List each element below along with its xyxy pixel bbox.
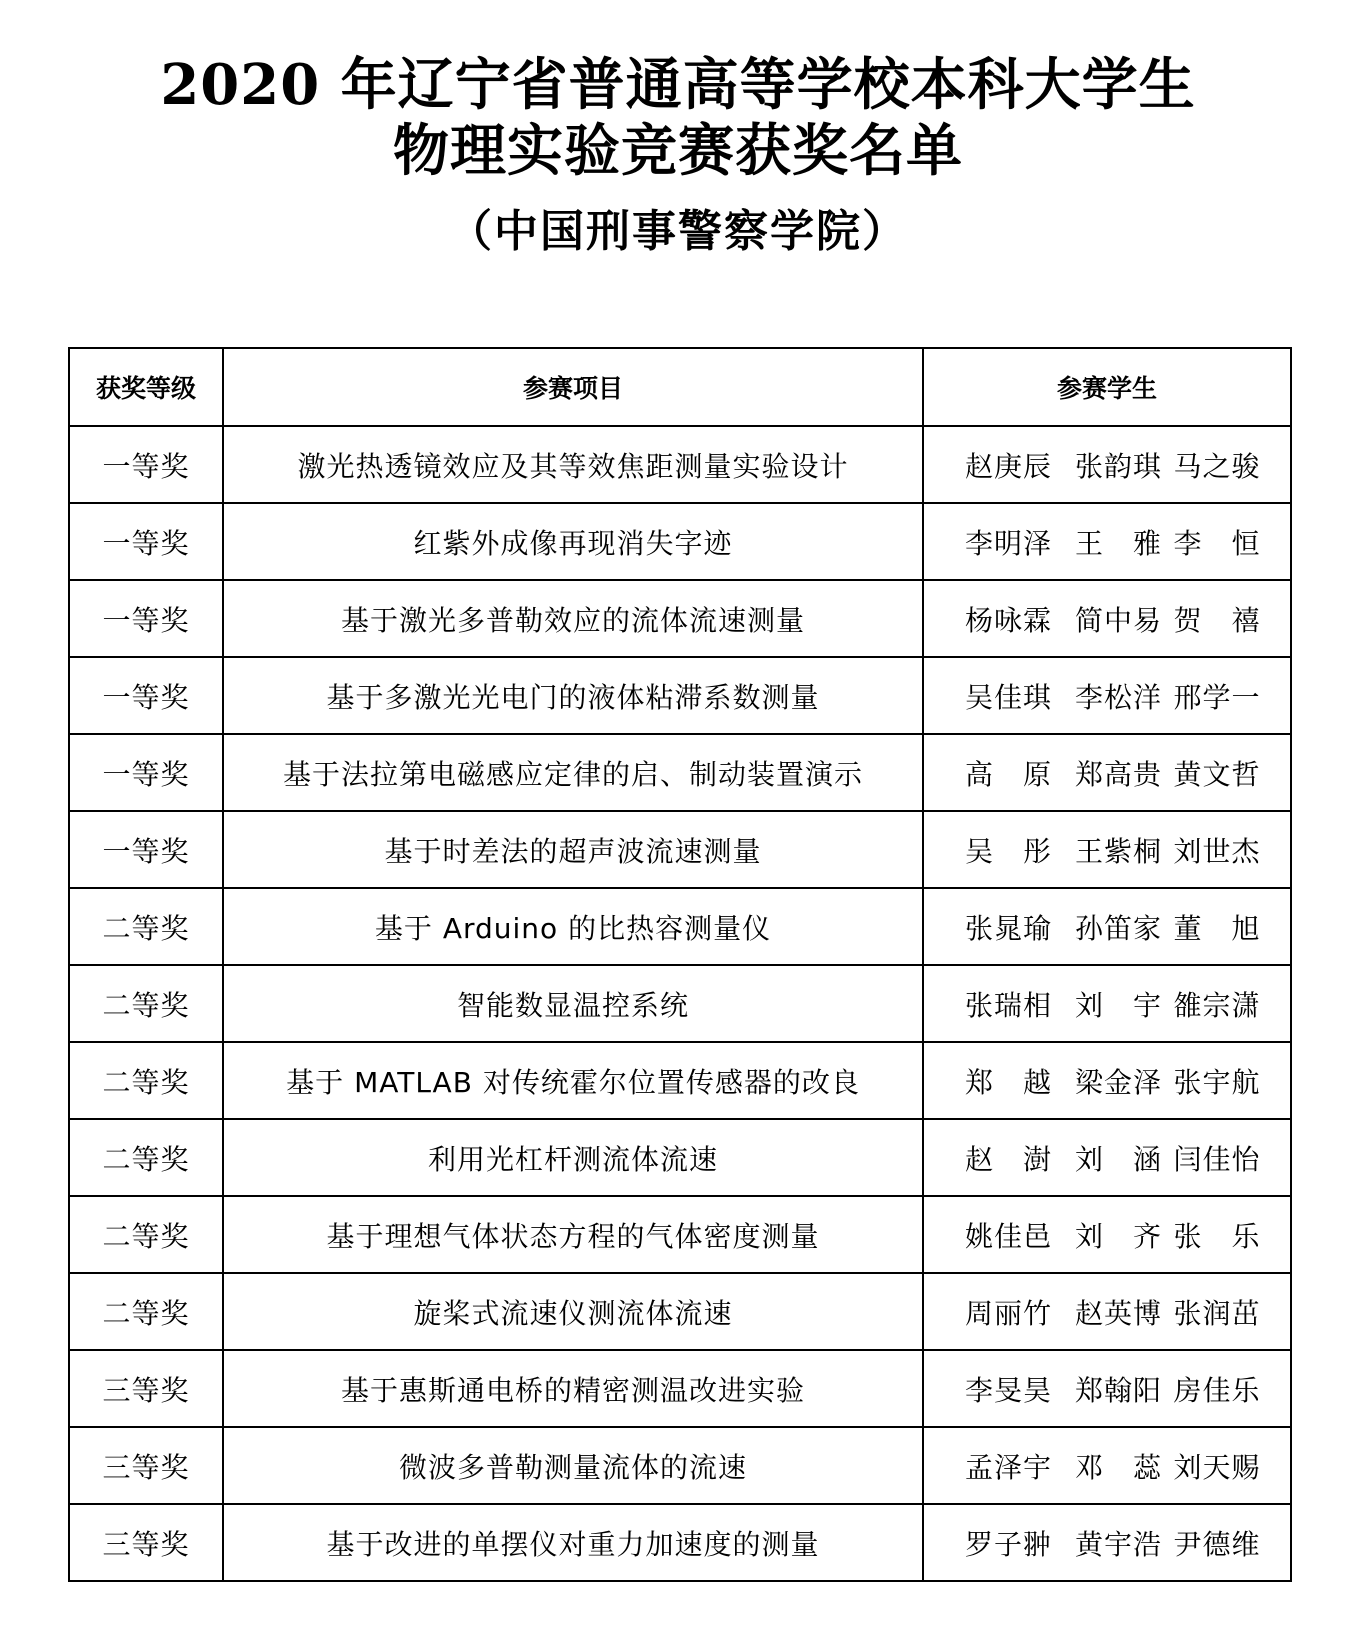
award-level-cell: 二等奖 xyxy=(69,1196,223,1273)
award-level-cell: 三等奖 xyxy=(69,1504,223,1581)
award-level-cell: 三等奖 xyxy=(69,1350,223,1427)
student-name: 刘世杰 xyxy=(1173,834,1261,868)
students-cell xyxy=(923,580,1291,657)
table-row xyxy=(69,503,1291,580)
project-cell: 激光热透镜效应及其等效焦距测量实验设计 xyxy=(223,426,923,503)
student-name: 孟泽宇 xyxy=(964,1450,1052,1484)
student-name: 邢学一 xyxy=(1173,680,1261,714)
student-name: 董 旭 xyxy=(1173,911,1261,945)
table-row xyxy=(69,1427,1291,1504)
student-name: 刘 齐 xyxy=(1074,1219,1162,1253)
page-title-line-2: 物理实验竞赛获奖名单 xyxy=(393,118,963,184)
project-cell: 基于改进的单摆仪对重力加速度的测量 xyxy=(223,1504,923,1581)
students-cell xyxy=(923,1350,1291,1427)
award-level-cell: 一等奖 xyxy=(69,657,223,734)
table-row xyxy=(69,965,1291,1042)
project-cell: 微波多普勒测量流体的流速 xyxy=(223,1427,923,1504)
table-row xyxy=(69,1196,1291,1273)
student-name: 刘 宇 xyxy=(1074,988,1162,1022)
award-level-cell: 二等奖 xyxy=(69,888,223,965)
table-body xyxy=(69,426,1291,1581)
table-row xyxy=(69,1350,1291,1427)
table-row xyxy=(69,811,1291,888)
student-name: 张宇航 xyxy=(1173,1065,1261,1099)
page-title-line-1: 2020 年辽宁省普通高等学校本科大学生 xyxy=(160,52,1196,118)
student-name: 雒宗潇 xyxy=(1173,988,1261,1022)
student-name: 郑高贵 xyxy=(1074,757,1162,791)
award-level-cell: 一等奖 xyxy=(69,811,223,888)
students-cell xyxy=(923,734,1291,811)
student-name: 梁金泽 xyxy=(1074,1065,1162,1099)
project-cell: 基于多激光光电门的液体粘滞系数测量 xyxy=(223,657,923,734)
student-name: 姚佳邑 xyxy=(964,1219,1052,1253)
project-cell: 基于 MATLAB 对传统霍尔位置传感器的改良 xyxy=(223,1042,923,1119)
student-name: 张润茁 xyxy=(1173,1296,1261,1330)
page-subtitle: （中国刑事警察学院） xyxy=(448,206,908,257)
student-name: 黄文哲 xyxy=(1173,757,1261,791)
project-cell: 基于时差法的超声波流速测量 xyxy=(223,811,923,888)
award-level-cell: 一等奖 xyxy=(69,426,223,503)
student-name: 孙笛家 xyxy=(1074,911,1162,945)
student-name: 邓 蕊 xyxy=(1074,1450,1162,1484)
table-row xyxy=(69,734,1291,811)
award-level-cell: 三等奖 xyxy=(69,1427,223,1504)
student-name: 张晁瑜 xyxy=(964,911,1052,945)
students-cell xyxy=(923,426,1291,503)
project-cell: 智能数显温控系统 xyxy=(223,965,923,1042)
students-cell xyxy=(923,1427,1291,1504)
student-name: 李明泽 xyxy=(964,526,1052,560)
student-name: 王紫桐 xyxy=(1074,834,1162,868)
student-name: 简中易 xyxy=(1074,603,1162,637)
student-name: 黄宇浩 xyxy=(1074,1527,1162,1561)
student-name: 赵庚辰 xyxy=(964,449,1052,483)
students-cell xyxy=(923,965,1291,1042)
students-cell xyxy=(923,657,1291,734)
students-cell xyxy=(923,1504,1291,1581)
table-row xyxy=(69,1504,1291,1581)
header-project: 参赛项目 xyxy=(223,348,923,426)
student-name: 高 原 xyxy=(964,757,1052,791)
student-name: 郑 越 xyxy=(964,1065,1052,1099)
student-name: 贺 禧 xyxy=(1173,603,1261,637)
award-level-cell: 一等奖 xyxy=(69,580,223,657)
student-name: 张瑞相 xyxy=(964,988,1052,1022)
students-cell xyxy=(923,1042,1291,1119)
table-row xyxy=(69,657,1291,734)
table-row xyxy=(69,1042,1291,1119)
table-row xyxy=(69,580,1291,657)
student-name: 郑翰阳 xyxy=(1074,1373,1162,1407)
award-level-cell: 二等奖 xyxy=(69,1273,223,1350)
project-cell: 基于惠斯通电桥的精密测温改进实验 xyxy=(223,1350,923,1427)
project-cell: 基于 Arduino 的比热容测量仪 xyxy=(223,888,923,965)
student-name: 尹德维 xyxy=(1173,1527,1261,1561)
title-block xyxy=(0,52,1356,258)
student-name: 王 雅 xyxy=(1074,526,1162,560)
table-row xyxy=(69,426,1291,503)
student-name: 张韵琪 xyxy=(1074,449,1162,483)
student-name: 闫佳怡 xyxy=(1173,1142,1261,1176)
table-row xyxy=(69,1119,1291,1196)
student-name: 刘 涵 xyxy=(1074,1142,1162,1176)
student-name: 赵英博 xyxy=(1074,1296,1162,1330)
student-name: 罗子翀 xyxy=(964,1527,1052,1561)
project-cell: 基于理想气体状态方程的气体密度测量 xyxy=(223,1196,923,1273)
project-cell: 利用光杠杆测流体流速 xyxy=(223,1119,923,1196)
student-name: 房佳乐 xyxy=(1173,1373,1261,1407)
students-cell xyxy=(923,1119,1291,1196)
project-cell: 基于法拉第电磁感应定律的启、制动装置演示 xyxy=(223,734,923,811)
table-header-row xyxy=(69,348,1291,426)
table-row xyxy=(69,888,1291,965)
award-level-cell: 二等奖 xyxy=(69,1042,223,1119)
award-level-cell: 一等奖 xyxy=(69,503,223,580)
students-cell xyxy=(923,503,1291,580)
student-name: 李松洋 xyxy=(1074,680,1162,714)
student-name: 杨咏霖 xyxy=(964,603,1052,637)
student-name: 马之骏 xyxy=(1173,449,1261,483)
student-name: 周丽竹 xyxy=(964,1296,1052,1330)
header-students: 参赛学生 xyxy=(923,348,1291,426)
student-name: 吴 彤 xyxy=(964,834,1052,868)
table-row xyxy=(69,1273,1291,1350)
project-cell: 旋桨式流速仪测流体流速 xyxy=(223,1273,923,1350)
award-level-cell: 二等奖 xyxy=(69,1119,223,1196)
project-cell: 基于激光多普勒效应的流体流速测量 xyxy=(223,580,923,657)
students-cell xyxy=(923,1196,1291,1273)
students-cell xyxy=(923,811,1291,888)
header-award-level: 获奖等级 xyxy=(69,348,223,426)
student-name: 张 乐 xyxy=(1173,1219,1261,1253)
award-level-cell: 二等奖 xyxy=(69,965,223,1042)
student-name: 李旻昊 xyxy=(964,1373,1052,1407)
student-name: 赵 澍 xyxy=(964,1142,1052,1176)
student-name: 吴佳琪 xyxy=(964,680,1052,714)
student-name: 刘天赐 xyxy=(1173,1450,1261,1484)
project-cell: 红紫外成像再现消失字迹 xyxy=(223,503,923,580)
students-cell xyxy=(923,888,1291,965)
award-level-cell: 一等奖 xyxy=(69,734,223,811)
student-name: 李 恒 xyxy=(1173,526,1261,560)
students-cell xyxy=(923,1273,1291,1350)
awards-table xyxy=(68,347,1292,1582)
